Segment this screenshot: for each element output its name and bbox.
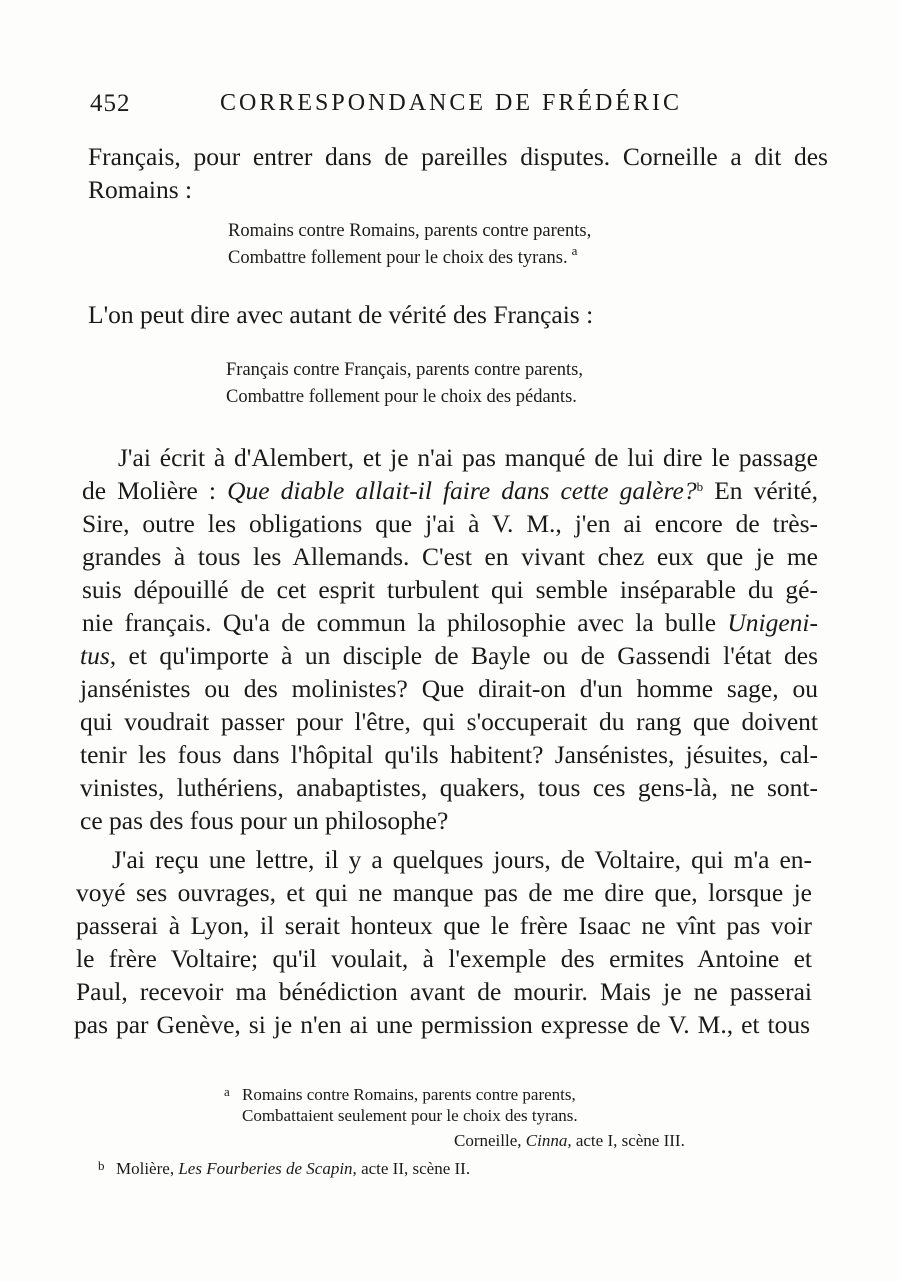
footnote-ref-b: b <box>696 479 704 494</box>
text-line: le frère Voltaire; qu'il voulait, à l'exemple des ermites Antoine et <box>76 944 812 973</box>
footnote-ref-a: a <box>571 243 578 258</box>
text-line: suis dépouillé de cet esprit turbulent qui semble inséparable du gé- <box>82 575 818 604</box>
text-line: qui voudrait passer pour l'être, qui s'occuperait du rang que doivent <box>80 707 818 736</box>
footnote-source <box>454 1130 685 1152</box>
text-line: Français, pour entrer dans de pareilles disputes. Corneille a dit des <box>88 142 828 171</box>
footnote-mark: b <box>98 1158 105 1173</box>
footnote-text: Corneille, <box>454 1131 526 1150</box>
text-span: de Molière : <box>82 476 228 505</box>
text-line: J'ai reçu une lettre, il y a quelques jours, de Voltaire, qui m'a en- <box>112 845 812 874</box>
verse-line-text: Combattre follement pour le choix des tyrans. <box>228 248 568 268</box>
footnote-b <box>98 1155 470 1180</box>
footnote-text: Molière, <box>116 1159 179 1178</box>
text-line: Romains : <box>88 175 193 204</box>
verse-line: Combattre follement pour le choix des pédants. <box>226 387 577 407</box>
text-line: vinistes, luthériens, anabaptistes, quakers, tous ces gens-là, ne sont- <box>80 773 818 802</box>
text-line <box>82 606 818 639</box>
text-line: voyé ses ouvrages, et qui ne manque pas de me dire que, lorsque je <box>76 878 812 907</box>
footnote-line: Combattaient seulement pour le choix des tyrans. <box>242 1106 578 1125</box>
footnote-mark: a <box>224 1084 230 1099</box>
text-span: En vérité, <box>703 476 818 505</box>
italic-quote: Que diable allait-il faire dans cette galère? <box>227 476 697 505</box>
running-title: CORRESPONDANCE DE FRÉDÉRIC <box>220 90 683 116</box>
italic-word: Unigeni- <box>727 608 818 637</box>
text-line: Paul, recevoir ma bénédiction avant de mourir. Mais je ne passerai <box>76 977 812 1006</box>
text-line: jansénistes ou des molinistes? Que dirait-on d'un homme sage, ou <box>80 674 818 703</box>
page-number: 452 <box>90 90 131 117</box>
text-line: J'ai écrit à d'Alembert, et je n'ai pas manqué de lui dire le passage <box>118 443 818 472</box>
text-line: Sire, outre les obligations que j'ai à V. M., j'en ai encore de très- <box>82 509 818 538</box>
footnote-text: Romains contre Romains, parents contre parents, <box>242 1085 576 1104</box>
footnote-text: acte II, scène II. <box>356 1159 471 1178</box>
verse-line <box>228 245 577 271</box>
text-line: grandes à tous les Allemands. C'est en vivant chez eux que je me <box>82 542 818 571</box>
footnote-italic: Les Fourberies de Scapin, <box>178 1159 357 1178</box>
italic-word: tus, <box>80 641 117 670</box>
verse-line: Français contre Français, parents contre parents, <box>226 360 584 380</box>
verse-line: Romains contre Romains, parents contre parents, <box>228 221 592 241</box>
text-line: tenir les fous dans l'hôpital qu'ils habitent? Jansénistes, jésuites, cal- <box>80 740 818 769</box>
text-line: ce pas des fous pour un philosophe? <box>80 806 449 835</box>
footnote-line <box>224 1081 576 1106</box>
text-line <box>82 474 818 507</box>
page-header <box>88 90 828 124</box>
text-span: nie français. Qu'a de commun la philosophie avec la bulle <box>82 608 728 637</box>
text-line: passerai à Lyon, il serait honteux que le frère Isaac ne vînt pas voir <box>76 911 812 940</box>
paragraph-2: L'on peut dire avec autant de vérité des Français : <box>88 300 594 329</box>
text-span: et qu'importe à un disciple de Bayle ou de Gassendi l'état des <box>116 641 818 670</box>
footnote-italic: Cinna, <box>525 1131 572 1150</box>
text-line <box>80 639 818 672</box>
footnote-text: acte I, scène III. <box>571 1131 685 1150</box>
text-line: pas par Genève, si je n'en ai une permission expresse de V. M., et tous <box>74 1010 810 1039</box>
